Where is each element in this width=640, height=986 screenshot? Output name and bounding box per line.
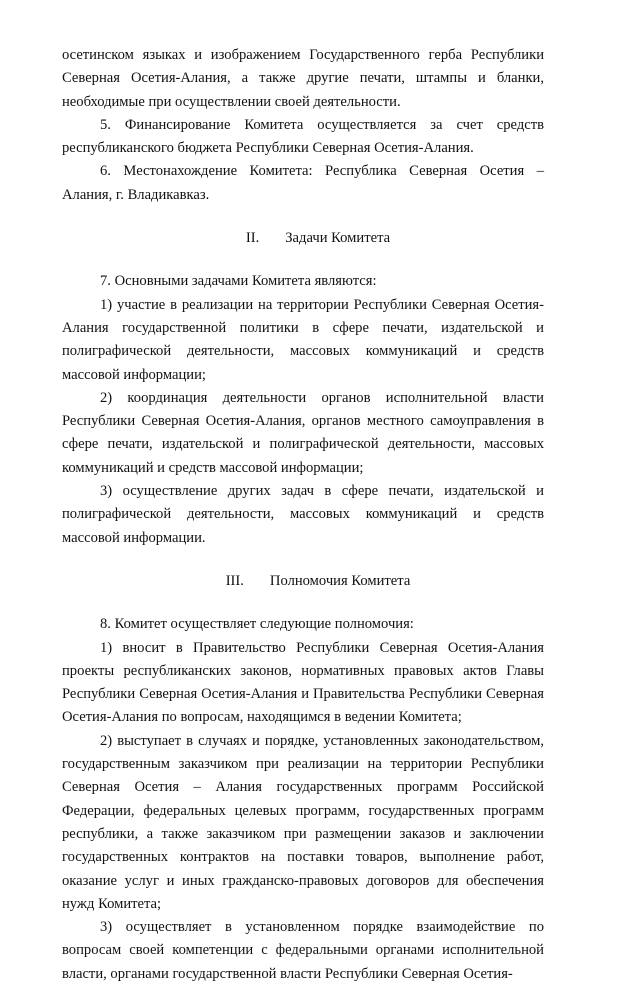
section-2-heading: [62, 227, 544, 250]
intro-paragraph-1: осетинском языках и изображением Государственного герба Республики Северная Осетия-Алания, а также другие печати, штампы и бланки, необходимые при осуществлении своей деятельности.: [62, 47, 544, 110]
section-3-heading: [62, 570, 544, 593]
section-2-number: II.: [245, 230, 260, 247]
document-page: [62, 44, 544, 986]
section-2-item-2: 2) координация деятельности органов исполнительной власти Республики Северная Осетия-Алания, органов местного самоуправления в сфере печати, издательской и полиграфической деятельности, массовых коммуникаций и средств массовой информации;: [62, 389, 544, 476]
section-3-item-3: 3) осуществляет в установленном порядке взаимодействие по вопросам своей компетенции с федеральными органами исполнительной власти, органами государственной власти Республики Северная Осетия-: [62, 919, 544, 982]
spacer: [62, 207, 544, 227]
spacer: [62, 550, 544, 570]
section-2-item-3: 3) осуществление других задач в сфере печати, издательской и полиграфической деятельности, массовых коммуникаций и средств массовой информации.: [62, 483, 544, 546]
section-3-item-2: 2) выступает в случаях и порядке, установленных законодательством, государственным заказчиком при реализации на территории Республики Северная Осетия – Алания государственных программ Российской Федерации, федеральных целевых программ, государственных программ республики, а также заказчиком при размещении заказов и заключении государственных контрактов на поставки товаров, выполнение работ, оказание услуг и иных гражданско-правовых договоров для обеспечения нужд Комитета;: [62, 732, 544, 912]
section-3-title: Полномочия Комитета: [269, 572, 411, 589]
section-3-number: III.: [225, 572, 244, 589]
section-3-paragraph-8: 8. Комитет осуществляет следующие полномочия:: [100, 616, 414, 633]
section-3-item-1: 1) вносит в Правительство Республики Северная Осетия-Алания проекты республиканских законов, нормативных правовых актов Главы Республики Северная Осетия-Алания и Правительства Республики Северная Осетия-Алания по вопросам, находящимся в ведении Комитета;: [62, 639, 544, 726]
intro-paragraph-6: 6. Местонахождение Комитета: Республика Северная Осетия – Алания, г. Владикавказ.: [62, 163, 544, 203]
spacer: [62, 593, 544, 613]
section-2-item-1: 1) участие в реализации на территории Республики Северная Осетия-Алания государственной политики в сфере печати, издательской и полиграфической деятельности, массовых коммуникаций и средств массовой информации;: [62, 296, 544, 383]
section-2-title: Задачи Комитета: [285, 230, 391, 247]
intro-paragraph-5: 5. Финансирование Комитета осуществляется за счет средств республиканского бюджета Республики Северная Осетия-Алания.: [62, 116, 544, 157]
section-2-paragraph-7: 7. Основными задачами Комитета являются:: [100, 273, 377, 290]
spacer: [62, 250, 544, 270]
